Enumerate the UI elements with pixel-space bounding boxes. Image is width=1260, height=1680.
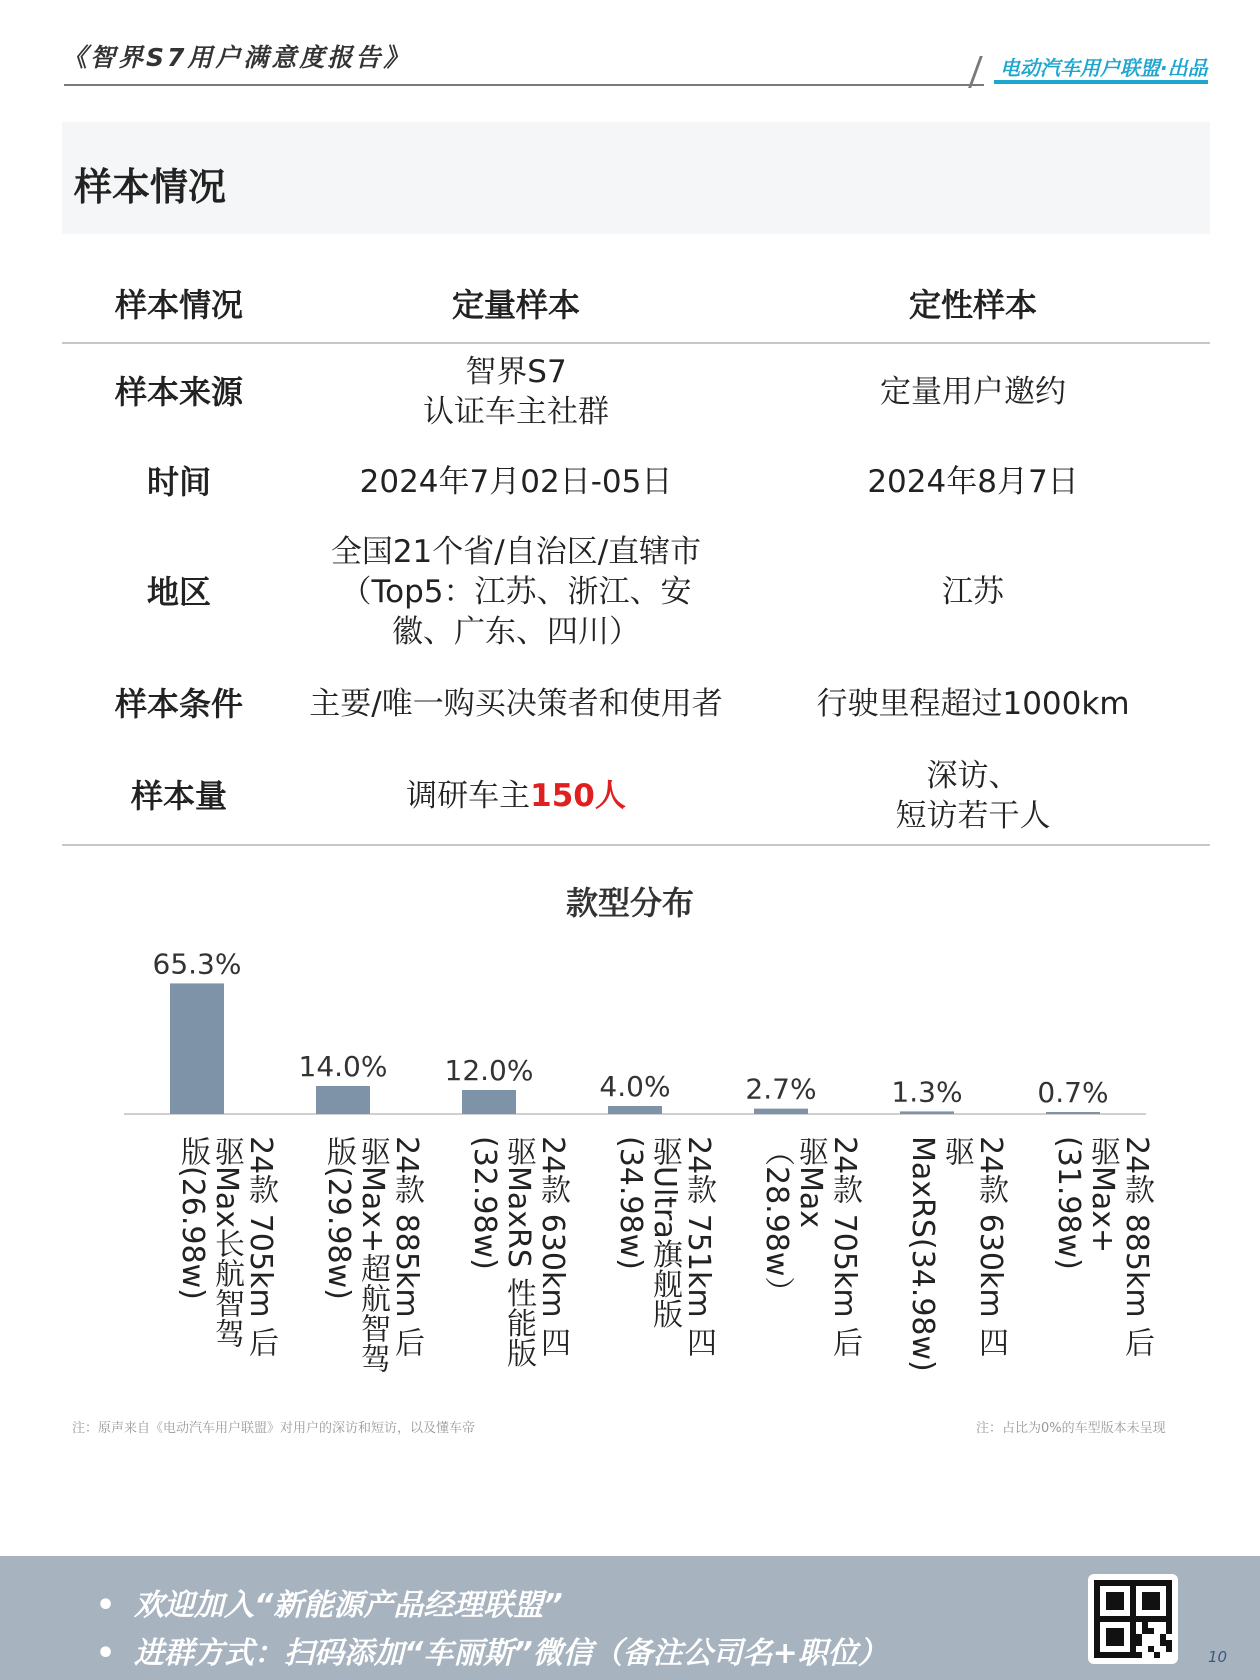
qr-module: [1160, 1634, 1166, 1640]
table-header-cell: 定量样本: [451, 286, 580, 324]
qr-module: [1166, 1628, 1172, 1634]
category-label: 24款 751km 四驱Ultra旗舰版(34.98w): [613, 1136, 716, 1358]
section-banner: [62, 122, 1210, 234]
table-row: [62, 524, 1210, 660]
source-note: 注：原声来自《电动汽车用户联盟》对用户的深访和短访，以及懂车帝: [72, 1421, 476, 1436]
qr-code-graphic: [1094, 1580, 1172, 1658]
row-label: 地区: [146, 573, 211, 611]
qr-finder: [1106, 1592, 1124, 1610]
category-label: 24款 630km 四驱MaxRS(34.98w): [905, 1136, 1008, 1372]
qr-code-icon[interactable]: [1088, 1574, 1178, 1664]
bullet-icon: •: [96, 1636, 116, 1671]
table-row: [62, 748, 1210, 846]
section-title: 样本情况: [74, 165, 227, 209]
data-label: 4.0%: [599, 1070, 671, 1103]
table-header-cell: 定性样本: [908, 286, 1037, 324]
qr-module: [1136, 1640, 1142, 1646]
qr-module: [1142, 1628, 1148, 1634]
quant-cell: 全国21个省/自治区/直辖市（Top5：江苏、浙江、安徽、广东、四川）: [330, 534, 702, 650]
category-label-box: [1013, 1136, 1153, 1376]
data-label: 12.0%: [444, 1054, 534, 1087]
category-label-box: [867, 1136, 1007, 1376]
data-label: 14.0%: [298, 1050, 388, 1083]
qr-module: [1166, 1622, 1172, 1628]
data-label: 2.7%: [745, 1072, 817, 1106]
sample-table: [62, 268, 1210, 846]
bar: [170, 983, 224, 1114]
data-label: 1.3%: [891, 1075, 963, 1109]
category-label-box: [575, 1136, 715, 1376]
category-label-box: [429, 1136, 569, 1376]
footer-line-join: [96, 1580, 563, 1624]
bar: [316, 1086, 370, 1114]
table-header-cell: 样本情况: [114, 286, 243, 324]
category-label: 24款 705km 后驱Max（28.98w）: [759, 1136, 862, 1358]
report-title: 《智界S7用户满意度报告》: [62, 43, 412, 72]
qr-finder: [1142, 1592, 1160, 1610]
row-label: 时间: [146, 463, 211, 501]
qr-module: [1136, 1634, 1142, 1640]
publisher-label: 电动汽车用户联盟·出品: [1000, 56, 1208, 80]
qr-finder: [1106, 1628, 1124, 1646]
category-label: 24款 705km 后驱Max长航智驾版(26.98w): [175, 1136, 278, 1358]
qual-cell: 深访、 短访若干人: [895, 758, 1051, 834]
qr-module: [1154, 1652, 1160, 1658]
category-label: 24款 885km 后驱Max+(31.98w): [1051, 1136, 1154, 1358]
table-row: [62, 660, 1210, 748]
bar: [1046, 1112, 1100, 1114]
data-label: 0.7%: [1037, 1076, 1109, 1109]
sample-size-prefix: 调研车主: [406, 778, 531, 814]
table-row: [62, 344, 1210, 440]
row-label: 样本条件: [114, 685, 243, 723]
qr-module: [1166, 1640, 1172, 1646]
row-label: 样本量: [130, 777, 227, 815]
data-label: 65.3%: [152, 947, 242, 981]
qr-module: [1148, 1646, 1154, 1652]
qual-cell: 江苏: [942, 574, 1004, 610]
omission-note: 注：占比为0%的车型版本未呈现: [976, 1421, 1166, 1436]
page-number: 10: [1208, 1648, 1228, 1666]
header-divider: [64, 84, 984, 86]
publisher-underline: [994, 80, 1208, 84]
bar: [754, 1109, 808, 1114]
category-label-box: [283, 1136, 423, 1376]
qr-module: [1148, 1628, 1154, 1634]
footer-line-method: [96, 1628, 888, 1672]
qr-module: [1142, 1622, 1148, 1628]
quant-cell: [296, 776, 736, 816]
table-row: [62, 440, 1210, 524]
table-header-row: [62, 268, 1210, 344]
category-label-box: [137, 1136, 277, 1376]
qual-cell: 行驶里程超过1000km: [816, 686, 1130, 722]
quant-cell: 主要/唯一购买决策者和使用者: [309, 686, 723, 722]
footer-method-text: 进群方式：扫码添加“车丽斯”微信（备注公司名+职位）: [134, 1636, 888, 1671]
qr-module: [1160, 1640, 1166, 1646]
qr-module: [1136, 1652, 1142, 1658]
category-label: 24款 630km 四驱MaxRS 性能版(32.98w): [467, 1136, 570, 1368]
quant-cell: 2024年7月02日-05日: [359, 464, 673, 500]
bar: [608, 1106, 662, 1114]
qual-cell: 2024年8月7日: [867, 464, 1079, 500]
category-label: 24款 885km 后驱Max+超航智驾版(29.98w): [321, 1136, 424, 1374]
footer-banner: [0, 1556, 1260, 1680]
row-label: 样本来源: [114, 373, 243, 411]
footer-join-text: 欢迎加入“新能源产品经理联盟”: [134, 1588, 563, 1623]
chart-title: 款型分布: [565, 884, 694, 922]
bullet-icon: •: [96, 1588, 116, 1623]
qr-module: [1166, 1646, 1172, 1652]
quant-cell: 智界S7 认证车主社群: [423, 354, 609, 430]
category-label-box: [721, 1136, 861, 1376]
bar: [900, 1111, 954, 1114]
sample-size-highlight: 150人: [530, 778, 626, 814]
qual-cell: 定量用户邀约: [880, 374, 1066, 410]
bar: [462, 1090, 516, 1114]
